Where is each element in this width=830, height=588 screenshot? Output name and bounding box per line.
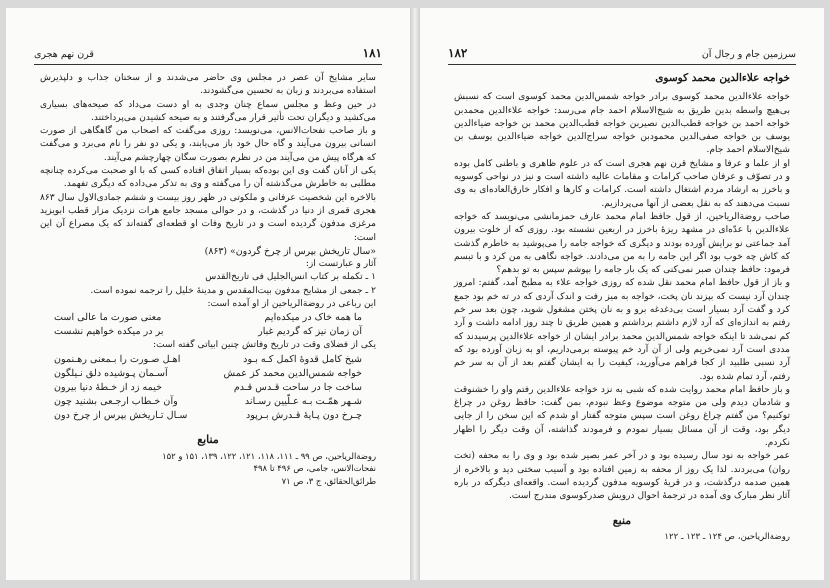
running-head: سرزمین جام و رجال آن bbox=[701, 49, 796, 60]
sources-title: منبع bbox=[612, 513, 632, 527]
sources-title: منابع bbox=[197, 432, 219, 446]
works-item: ۱ ـ تکمله بر کتاب انس‌الجلیل فی تاریخ‌القدس bbox=[205, 272, 376, 283]
paragraph: او از علما و عرفا و مشایخ قرن نهم هجری است که در علوم ظاهری و باطنی کامل بوده و در تصوّف و عرفان صاحب کرامات و مقامات عالیه داشته است و نیز در نواحی کوسویه و باخرز به ارشاد مردم اشتغال داشته است. کرامات و کارها و افکار خارق‌العاده‌ای به وی نسبت می‌دهند که به نقل بعضی از آنها می‌پردازیم. bbox=[454, 158, 790, 209]
source-item: نفحات‌الانس، جامی، ص ۴۹۶ تا ۴۹۸ bbox=[253, 463, 376, 474]
right-header bbox=[448, 44, 796, 60]
verse-line: شـهر همّـت بـه عـلّیین رسـاند وآن خـطاب ارجـعی بشنید چون bbox=[54, 395, 362, 407]
source-item: روضةالریاحین، ص ۹۹ ـ ۱۱۱، ۱۱۸، ۱۲۱، ۱۲۲، ۱۳۹، ۱۵۱ و ۱۵۲ bbox=[162, 450, 376, 461]
paragraph: بالاخره این شخصیت عرفانی و ملکوتی در ظهر روز بیست و ششم جمادی‌الاول سال ۸۶۳ هجری قمری از دنیا در گذشت، و در حوالی مسجد جامع هرات نزدیک مزار قطب ابویزید مرغزی مدفون گردیده است و در تاریخ وفات او قطعه‌ای گفته‌اند که یک مصراع آن این است: bbox=[40, 192, 376, 243]
verse-line: آن زمان نیز که گردیم غبار بر در میکده خواهیم نشست bbox=[54, 326, 362, 338]
left-page bbox=[6, 8, 410, 580]
quote-line: «سال تاریخش بپرس از چرخ گردون» (۸۶۳) bbox=[204, 245, 376, 257]
ghazal-intro: یکی از فضلای وقت در تاریخ وفاتش چنین ابیاتی گفته است: bbox=[153, 340, 376, 351]
right-body bbox=[454, 72, 790, 543]
right-page bbox=[420, 8, 824, 580]
paragraph: عمر خواجه به نود سال رسیده بود و در آخر عمر بصیر شده بود و وی را به محفه (تخت روان) می‌بردند. لذا یک روز از محفه به زمین افتاده بود و آسیب سختی دید و بالاخره از همین صدمه درگذشت، و در قریهٔ کوسویه مدفون گردیده است. واقعه‌ای دیگرکه در باره آثار نظر مبارک وی آمده در ترجمهٔ احوال درویش صدرکوسوی مندرج است. bbox=[454, 451, 790, 502]
left-header bbox=[34, 44, 382, 60]
book-gutter bbox=[410, 8, 420, 580]
header-rule bbox=[448, 64, 796, 65]
verse-line: ساخت جا در ساحت قـدس قـدم خیمه زد از خـطهٔ دنیا بیرون bbox=[54, 381, 362, 393]
page-number: ۱۸۱ bbox=[362, 46, 382, 60]
running-head: قرن نهم هجری bbox=[34, 49, 94, 60]
paragraph: در حین وعظ و مجلس سماع چنان وجدی به او دست می‌داد که صیحه‌های بسیاری می‌کشید و دیگران تحت تأثیر قرار می‌گرفتند و به صیحه کشیدن می‌پرداختند. bbox=[40, 99, 376, 123]
verse-line: چـرخ دون پـایهٔ قـدرش بـرپود سـال تـاریخش بپرس از چرخ دون bbox=[54, 409, 362, 421]
page-number: ۱۸۲ bbox=[448, 46, 468, 60]
works-item: ۲ ـ جمعی از مشایخ مدفون بیت‌المقدس و مدینهٔ خلیل را ترجمه نموده است. bbox=[90, 285, 376, 296]
paragraph: و باز صاحب نفحات‌الانس، می‌نویسد: روزی می‌گفت که اصحاب من گاهگاهی از صورت انسانی بیرون می‌آیند و گاه حال خود باز می‌یابند، و یکی دو نفر را نام می‌برد و می‌گفت که هرگاه پیش من می‌آیند من در نظرم بصورت سگان چهارچشم می‌آیند. bbox=[40, 126, 376, 163]
paragraph: صاحب روضةالریاحین، از قول حافظ امام محمد عارف حمزمانشی می‌نویسد که خواجه علاءالدین با عدّه‌ای در مشهد ریزهٔ باخرز در اربعین نشسته بود. روزی که از خلوت بیرون آمد جماعتی نو برایش آورده بودند و دیگری که خواجه جامه را می‌پوشید به خاطرم گذشت که کاش چه خوب بود اگر این جامه را به من می‌دادند. خواجه نگاهی به من کرد و با تبسم فرمود: حافظ چندان صبر نمی‌کنی که یک بار جامه را بپوشم سپس به تو بدهم؟ bbox=[454, 211, 790, 276]
verse-line: ما همه خاک در میکده‌ایم معنی صورت ما عالی است bbox=[54, 312, 362, 324]
works-title: آثار و عبارتست از: bbox=[305, 259, 376, 270]
paragraph: یکی از آنان گفت وی این بوده‌که بسیار اتفاق افتاده کسی که با او صحبت می‌کرده چنانچه مطلبی به خاطرش می‌گذشته آن را می‌گفته و وی به تذکر می‌داده که دیگری تفهمد. bbox=[40, 166, 376, 190]
verse-line: خواجه شمس‌الدین محمد کز عمش آسـمان پـوشیده دلق نـیلگون bbox=[54, 367, 362, 379]
paragraph: سایر مشایخ آن عصر در مجلس وی حاضر می‌شدند و از سخنان جذاب و دلپذیرش استفاده می‌بردند و زبان به تحسین می‌گشودند. bbox=[40, 73, 376, 97]
paragraph: خواجه علاءالدین محمد کوسوی برادر خواجه شمس‌الدین محمد کوسوی است که نسبش بی‌هیچ واسطه بدین طریق به شیخ‌الاسلام احمد جام می‌رسد: خواجه علاءالدین محمدبن خواجه احمد بن خواجه قطب‌الدین نصیربن خواجه قطب‌الدین محمد بن خواجه ضیاءالدین یوسف بن خواجه صفی‌الدین محمودبن خواجه سراج‌الدین خواجه ضیاءالدین یوسف بن شیخ‌الاسلام احمد جام. bbox=[454, 92, 790, 156]
source-item: طرائق‌الحقائق، ج ۳، ص ۷۱ bbox=[281, 475, 376, 486]
verse-line: شیخ کامل قدوهٔ اکمل کـه بـود اهـل صـورت را بـمعنی رهـنمون bbox=[54, 353, 362, 365]
left-body bbox=[40, 72, 376, 487]
header-rule bbox=[34, 64, 382, 65]
paragraph: و باز از قول حافظ امام محمد نقل شده که روزی خواجه علاء به مطبخ آمد، گفتم: امروز چندان آرد نیست که بپزند نان پخت، خواجه به میز رفت و اندک آردی که در ته خم بود جمع کرد و گفت آرد بسیار است بی‌دغدغه برو و به نان پختن مشغول شوید، چون بعد سر خم رفتم به اندازه‌ای که آرد لازم داشتم برداشتم و همین طریق تا چند روز ادامه داشت و آرد کم نمی‌شد تا اینکه خواجه شمس‌الدین محمد برادر ایشان از خواجه علاءالدین پرسیدند که مددی است آرد نمی‌خریم ولی از آن آرد خم پیوسته برمی‌داریم، او به زبان آورده بود که آرد نسبی‌ طلبید از کجا فراهم می‌آورید، کیفیت را به ایشان گفتم بعد از آن به سر خم رفتم، آرد تمام شده بود. bbox=[454, 278, 790, 382]
ruba-intro: این رباعی در روضةالریاحین از او آمده است: bbox=[207, 299, 376, 310]
paragraph: و باز حافظ امام محمد روایت شده که شبی به نزد خواجه علاءالدین رفتم واو را خشنوقت و شادمان دیدم ولی من متوجه موضوع وعظ نبودم، بمن گفت: حافظ روغن در چراغ توکنیم؟ من گفتم چراغ روغن است سپس متوجه گفتار او شدم که این سخن را از جایی دیگر بود، وقت از آن مسائل بسیار نمودم و فرمودند گذاشته، آن وقت دیگر را اظهار نکردم. bbox=[454, 384, 790, 449]
section-title: خواجه علاءالدین محمد کوسوی bbox=[655, 72, 790, 84]
source-item: روضةالریاحین، ص ۱۲۴ ـ ۱۲۳ ـ ۱۲۲ bbox=[664, 531, 790, 542]
